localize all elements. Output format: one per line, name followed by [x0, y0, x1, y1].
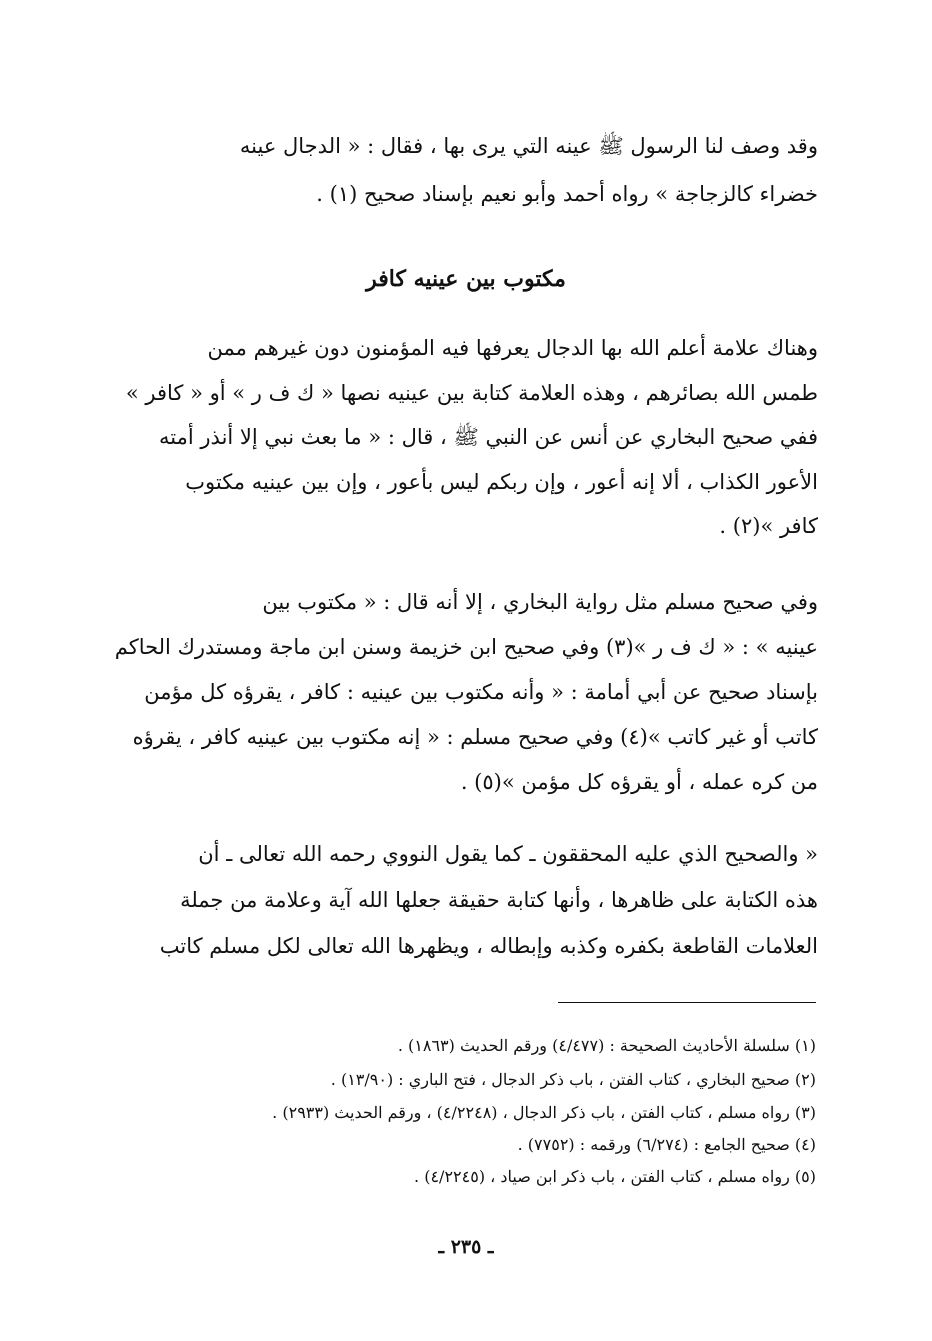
text-line: خضراء كالزجاجة » رواه أحمد وأبو نعيم بإسناد صحيح (١) . — [316, 182, 818, 206]
paragraph-1 — [112, 124, 818, 220]
page-number: ـ ٢٣٥ ـ — [438, 1236, 494, 1258]
text-line: وهناك علامة أعلم الله بها الدجال يعرفها فيه المؤمنون دون غيرهم ممن — [207, 336, 818, 360]
text-line: وقد وصف لنا الرسول ﷺ عينه التي يرى بها ، فقال : « الدجال عينه — [239, 134, 818, 158]
footnote-1: (١) سلسلة الأحاديث الصحيحة : (٤/٤٧٧) ورقم الحديث (١٨٦٣) . — [397, 1036, 816, 1055]
footnote-separator — [558, 1002, 816, 1003]
text-line: الأعور الكذاب ، ألا إنه أعور ، وإن ربكم ليس بأعور ، وإن بين عينيه مكتوب — [185, 469, 818, 494]
text-line: كافر »(٢) . — [719, 514, 818, 538]
footnote-5: (٥) رواه مسلم ، كتاب الفتن ، باب ذكر ابن صياد ، (٤/٢٢٤٥) . — [414, 1167, 816, 1186]
text-line: بإسناد صحيح عن أبي أمامة : « وأنه مكتوب بين عينيه : كافر ، يقرؤه كل مؤمن — [144, 680, 818, 704]
text-line: عينيه » : « ك ف ر »(٣) وفي صحيح ابن خزيمة وسنن ابن ماجة ومستدرك الحاكم — [114, 635, 818, 659]
section-heading: مكتوب بين عينيه كافر — [366, 266, 566, 292]
footnote-4: (٤) صحيح الجامع : (٦/٢٧٤) ورقمه : (٧٧٥٢) . — [517, 1135, 816, 1154]
paragraph-3 — [112, 580, 818, 805]
text-line: كاتب أو غير كاتب »(٤) وفي صحيح مسلم : « إنه مكتوب بين عينيه كافر ، يقرؤه — [132, 725, 818, 749]
footnote-2: (٢) صحيح البخاري ، كتاب الفتن ، باب ذكر الدجال ، فتح الباري : (١٣/٩٠) . — [330, 1070, 816, 1089]
paragraph-2 — [112, 326, 818, 549]
footnote-3: (٣) رواه مسلم ، كتاب الفتن ، باب ذكر الدجال ، (٤/٢٢٤٨) ، ورقم الحديث (٢٩٣٣) . — [272, 1103, 816, 1122]
text-line: طمس الله بصائرهم ، وهذه العلامة كتابة بين عينيه نصها « ك ف ر » أو « كافر » — [125, 380, 818, 405]
text-line: « والصحيح الذي عليه المحققون ـ كما يقول النووي رحمه الله تعالى ـ أن — [198, 842, 818, 866]
text-line: وفي صحيح مسلم مثل رواية البخاري ، إلا أنه قال : « مكتوب بين — [262, 590, 818, 614]
paragraph-4 — [112, 832, 818, 970]
text-line: من كره عمله ، أو يقرؤه كل مؤمن »(٥) . — [460, 770, 818, 794]
text-line: العلامات القاطعة بكفره وكذبه وإبطاله ، ويظهرها الله تعالى لكل مسلم كاتب — [159, 934, 818, 958]
text-line: هذه الكتابة على ظاهرها ، وأنها كتابة حقيقة جعلها الله آية وعلامة من جملة — [180, 888, 818, 912]
text-line: ففي صحيح البخاري عن أنس عن النبي ﷺ ، قال : « ما بعث نبي إلا أنذر أمته — [159, 425, 818, 449]
